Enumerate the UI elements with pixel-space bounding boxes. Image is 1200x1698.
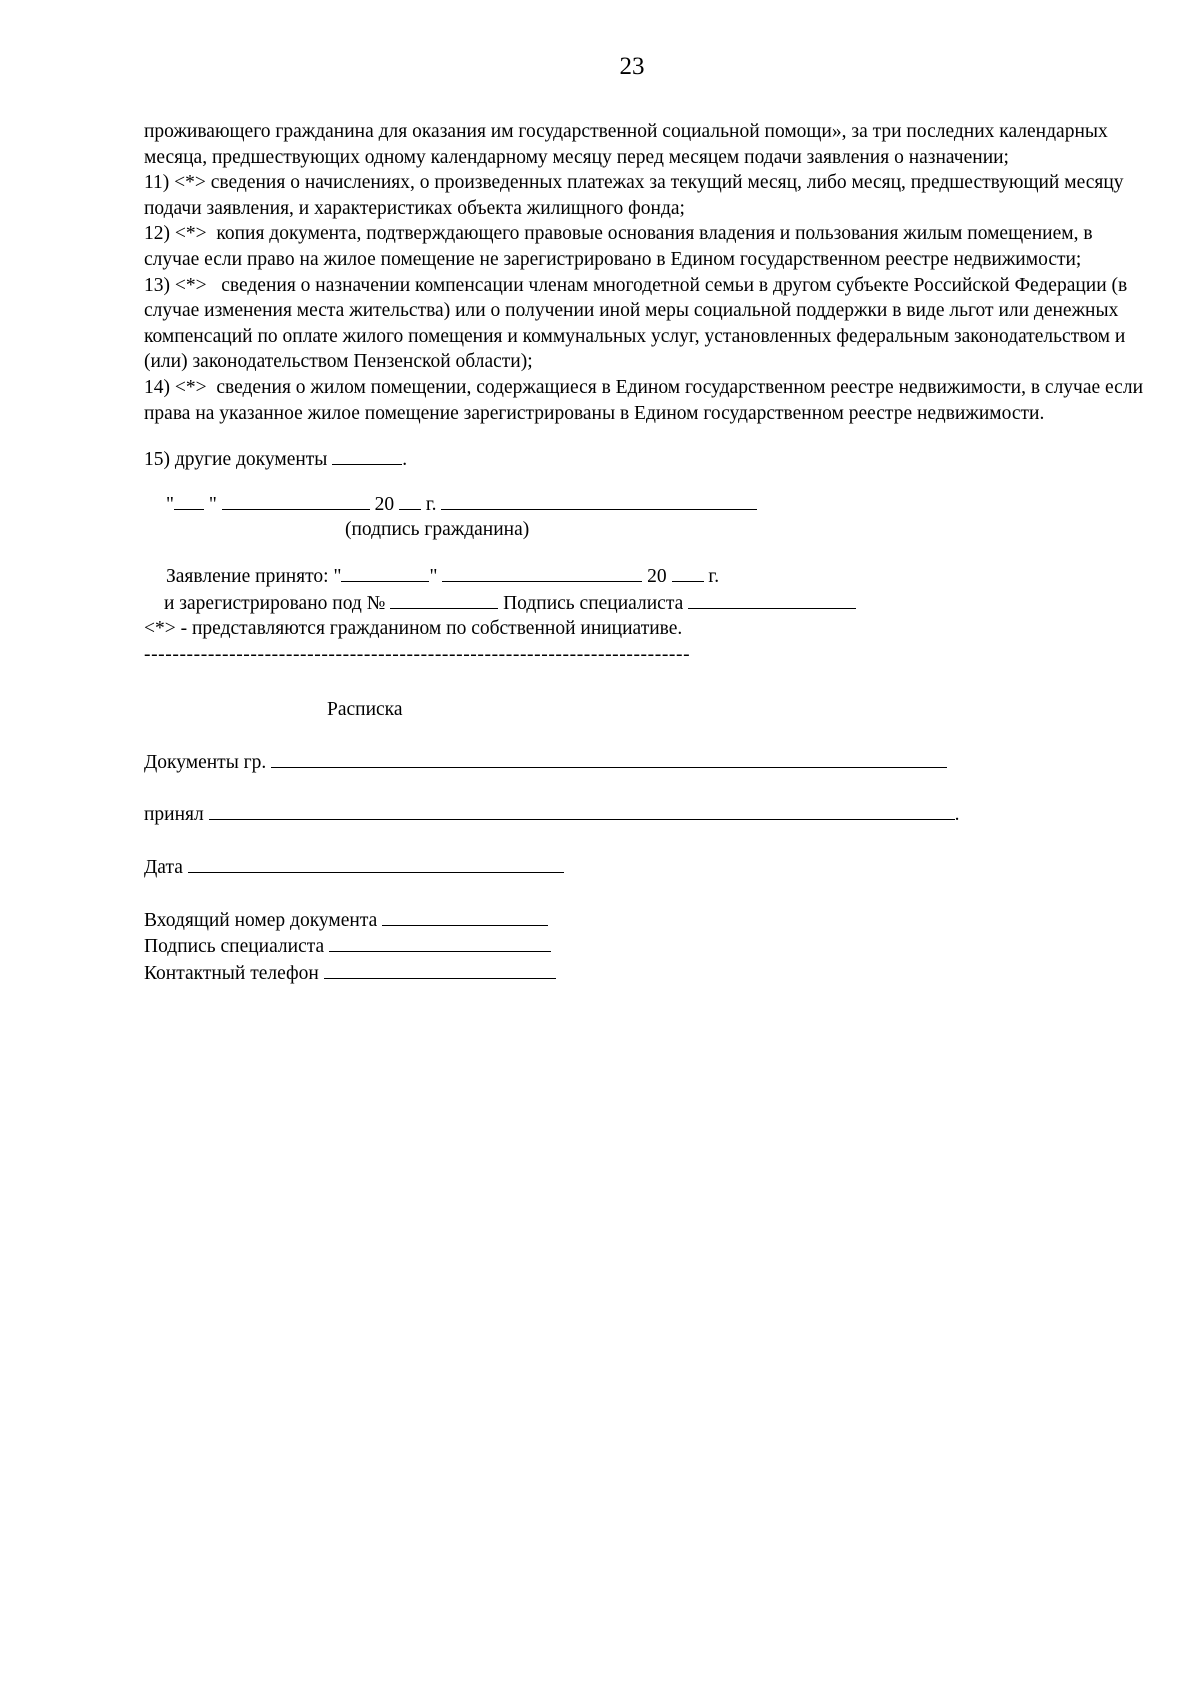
citizen-year-field[interactable] bbox=[399, 491, 421, 510]
accepted-quote-close: " bbox=[429, 565, 438, 587]
receipt-phone-line bbox=[144, 960, 1144, 987]
receipt-phone-label: Контактный телефон bbox=[144, 962, 319, 984]
paragraph-item-13: 13) <*> сведения о назначении компенсации членам многодетной семьи в другом субъекте Российской Федерации (в случае изменения места жительства) или о получении иной меры социальной поддержки в виде льгот или денежных компенсаций по оплате жилого помещения и коммунальных услуг, установленных федеральным законодательством и (или) законодательством Пензенской области); bbox=[144, 274, 1133, 373]
dashed-separator: ----------------------------------------------------------------------------- bbox=[144, 643, 691, 665]
citizen-quote-close: " bbox=[208, 493, 217, 515]
accepted-year-field[interactable] bbox=[672, 563, 704, 582]
document-body bbox=[144, 119, 1148, 986]
paragraph-item-12: 12) <*> копия документа, подтверждающего правовые основания владения и пользования жилым помещением, в случае если право на жилое помещение не зарегистрировано в Едином государственном реестре недвижимости; bbox=[144, 223, 1098, 270]
footnote: <*> - представляются гражданином по собственной инициативе. bbox=[144, 618, 683, 640]
citizen-month-field[interactable] bbox=[222, 491, 370, 510]
citizen-year-prefix: 20 bbox=[374, 493, 395, 515]
registered-line bbox=[144, 590, 1144, 617]
receipt-accepted-line bbox=[144, 801, 1144, 828]
citizen-year-suffix: г. bbox=[425, 493, 437, 515]
paragraph-item-11: 11) <*> сведения о начислениях, о произведенных платежах за текущий месяц, либо месяц, предшествующий месяцу подачи заявления, и характеристиках объекта жилищного фонда; bbox=[144, 172, 1129, 219]
accepted-month-field[interactable] bbox=[442, 563, 642, 582]
accepted-year-suffix: г. bbox=[708, 565, 720, 587]
accepted-day-field[interactable] bbox=[341, 563, 429, 582]
registered-label: и зарегистрировано под № bbox=[164, 592, 386, 614]
receipt-documents-field[interactable] bbox=[271, 749, 947, 768]
other-documents-field[interactable] bbox=[332, 446, 402, 465]
receipt-incoming-number-line bbox=[144, 907, 1144, 934]
receipt-title: Расписка bbox=[327, 699, 403, 721]
accepted-year-prefix: 20 bbox=[647, 565, 667, 587]
receipt-specialist-line bbox=[144, 933, 1144, 960]
receipt-accepted-label: принял bbox=[144, 804, 204, 826]
receipt-incoming-number-field[interactable] bbox=[382, 907, 548, 926]
receipt-specialist-label: Подпись специалиста bbox=[144, 936, 325, 958]
receipt-accepted-field[interactable] bbox=[209, 801, 955, 820]
other-documents-end: . bbox=[402, 449, 408, 471]
citizen-quote-open: " bbox=[166, 493, 174, 515]
receipt-documents-line bbox=[144, 749, 1144, 776]
receipt-documents-label: Документы гр. bbox=[144, 751, 267, 773]
accepted-label: Заявление принято: " bbox=[166, 565, 342, 587]
application-accepted-line bbox=[144, 563, 1144, 590]
receipt-date-line bbox=[144, 854, 1144, 881]
receipt-phone-field[interactable] bbox=[324, 960, 556, 979]
citizen-signature-line bbox=[144, 491, 1144, 518]
citizen-signature-field[interactable] bbox=[441, 491, 757, 510]
receipt-accepted-end: . bbox=[954, 804, 960, 826]
receipt-incoming-label: Входящий номер документа bbox=[144, 909, 378, 931]
page-number: 23 bbox=[619, 53, 645, 80]
paragraph-item-14: 14) <*> сведения о жилом помещении, содержащиеся в Едином государственном реестре недвижимости, в случае если права на указанное жилое помещение зарегистрированы в Едином государственном реестре недвижимости. bbox=[144, 376, 1148, 424]
citizen-day-field[interactable] bbox=[174, 491, 204, 510]
receipt-specialist-field[interactable] bbox=[329, 933, 551, 952]
other-documents-label: 15) другие документы bbox=[144, 449, 328, 471]
specialist-signature-field[interactable] bbox=[688, 590, 856, 609]
registration-number-field[interactable] bbox=[390, 590, 498, 609]
other-documents-line bbox=[144, 446, 1144, 473]
receipt-date-field[interactable] bbox=[188, 854, 564, 873]
citizen-signature-caption: (подпись гражданина) bbox=[345, 519, 530, 541]
paragraph-continuation: проживающего гражданина для оказания им государственной социальной помощи», за три последних календарных месяца, предшествующих одному календарному месяцу перед месяцем подачи заявления о назначении; bbox=[144, 121, 1113, 168]
specialist-signature-label: Подпись специалиста bbox=[503, 592, 684, 614]
receipt-date-label: Дата bbox=[144, 857, 183, 879]
